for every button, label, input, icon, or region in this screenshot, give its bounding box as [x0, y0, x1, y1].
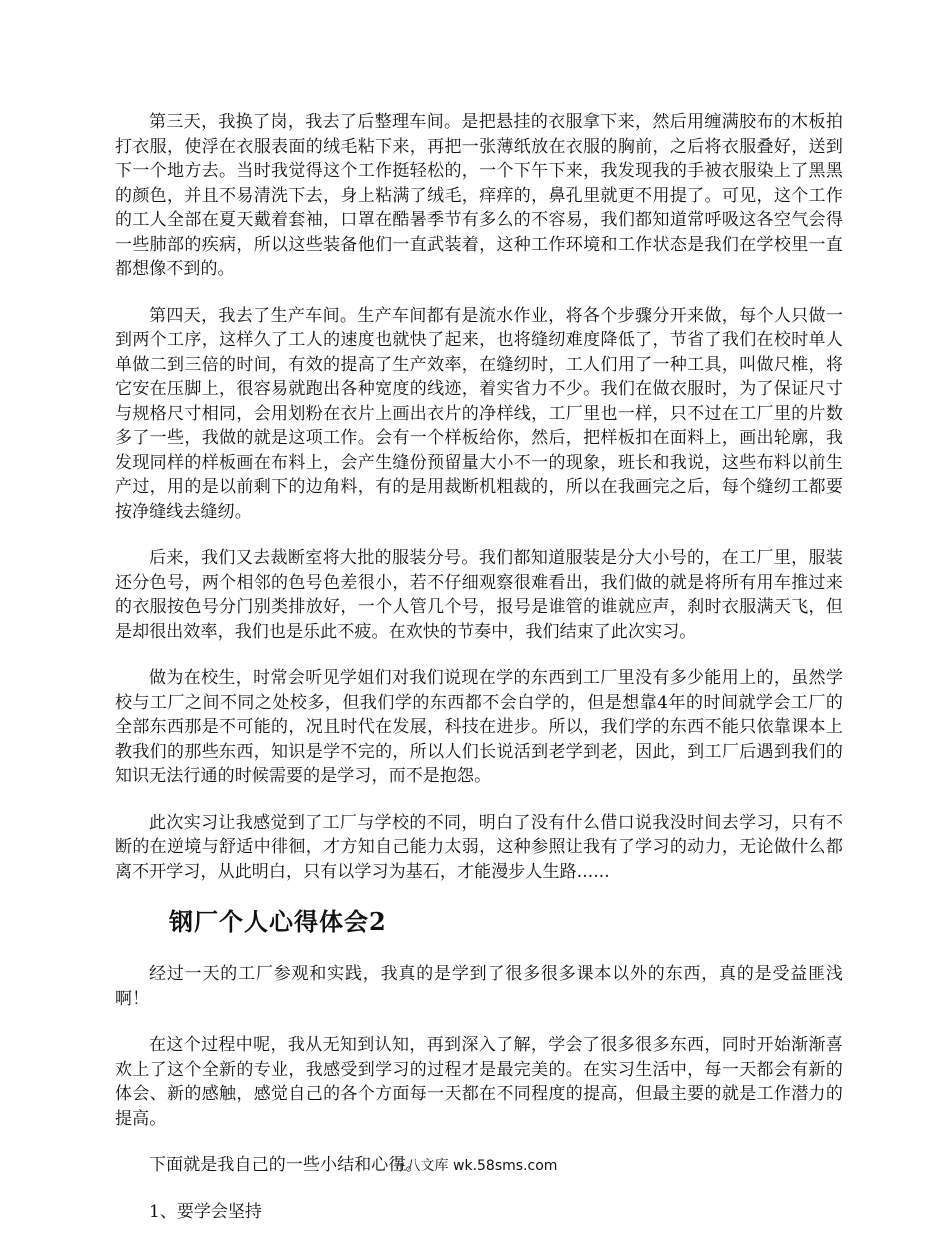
paragraph-day-four: 第四天，我去了生产车间。生产车间都有是流水作业，将各个步骤分开来做，每个人只做一到两个工序，这样久了工人的速度也就快了起来，也将缝纫难度降低了，节省了我们在校时单人单做二到三倍的时间，有效的提高了生产效率，在缝纫时，工人们用了一种工具，叫做尺椎，将它安在压脚上，很容易就跑出各种宽度的线迹，着实省力不少。我们在做衣服时，为了保证尺寸与规格尺寸相同，会用划粉在衣片上画出衣片的净样线，工厂里也一样，只不过在工厂里的片数多了一些，我做的就是这项工作。会有一个样板给你，然后，把样板扣在面料上，画出轮廓，我发现同样的样板画在布料上，会产生缝份预留量大小不一的现象，班长和我说，这些布料以前生产过，用的是以前剩下的边角料，有的是用裁断机粗裁的，所以在我画完之后，每个缝纫工都要按净缝线去缝纫。	[115, 305, 843, 522]
section-heading: 钢厂个人心得体会2	[169, 907, 387, 936]
paragraph-factory-visit: 经过一天的工厂参观和实践，我真的是学到了很多很多课本以外的东西，真的是受益匪浅啊！	[115, 964, 843, 1009]
paragraph-day-three: 第三天，我换了岗，我去了后整理车间。是把悬挂的衣服拿下来，然后用缠满胶布的木板拍打衣服，使浮在衣服表面的绒毛粘下来，再把一张薄纸放在衣服的胸前，之后将衣服叠好，送到下一个地方去。当时我觉得这个工作挺轻松的，一个下午下来，我发现我的手被衣服染上了黑黑的颜色，并且不易清洗下去，身上粘满了绒毛，痒痒的，鼻孔里就更不用提了。可见，这个工作的工人全部在夏天戴着套袖，口罩在酷暑季节有多么的不容易，我们都知道常呼吸这各空气会得一些肺部的疾病，所以这些装备他们一直武装着，这种工作环境和工作状态是我们在学校里一直都想像不到的。	[115, 112, 843, 279]
paragraph-summary-intro: 下面就是我自己的一些小结和心得。	[149, 1155, 423, 1175]
paragraph-internship-conclusion: 此次实习让我感觉到了工厂与学校的不同，明白了没有什么借口说我没时间去学习，只有不断的在逆境与舒适中徘徊，才方知自己能力太弱，这种参照让我有了学习的动力，无论做什么都离不开学习，从此明白，只有以学习为基石，才能漫步人生路......	[115, 812, 843, 882]
paragraph-sorting-room: 后来，我们又去裁断室将大批的服装分号。我们都知道服装是分大小号的，在工厂里，服装还分色号，两个相邻的色号色差很小，若不仔细观察很难看出，我们做的就是将所有用车推过来的衣服按色号分门别类排放好，一个人管几个号，报号是谁管的谁就应声，刹时衣服满天飞，但是却很出效率，我们也是乐此不疲。在欢快的节奏中，我们结束了此次实习。	[115, 548, 843, 642]
paragraph-learning-process: 在这个过程中呢，我从无知到认知，再到深入了解，学会了很多很多东西，同时开始渐渐喜欢上了这个全新的专业，我感受到学习的过程才是最完美的。在实习生活中，每一天都会有新的体会、新的感触，感觉自己的各个方面每一天都在不同程度的提高，但最主要的就是工作潜力的提高。	[115, 1035, 843, 1129]
document-body	[115, 110, 843, 1246]
paragraph-student-reflection: 做为在校生，时常会听见学姐们对我们说现在学的东西到工厂里没有多少能用上的，虽然学校与工厂之间不同之处校多，但我们学的东西都不会白学的，但是想靠4年的时间就学会工厂的全部东西那是不可能的，况且时代在发展，科技在进步。所以，我们学的东西不能只依靠课本上教我们的那些东西，知识是学不完的，所以人们长说活到老学到老，因此，到工厂后遇到我们的知识无法行通的时候需要的是学习，而不是抱怨。	[115, 668, 843, 786]
footer-watermark: 五八文库 wk.58sms.com	[392, 1158, 558, 1174]
list-item-persistence: 1、要学会坚持	[149, 1201, 262, 1222]
